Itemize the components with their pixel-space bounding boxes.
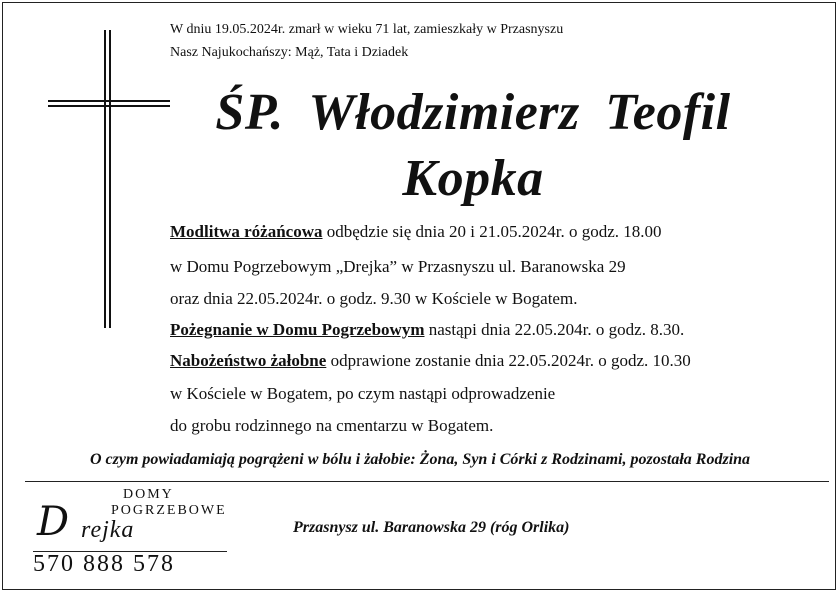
farewell-text: nastąpi dnia 22.05.204r. o godz. 8.30. <box>424 320 685 339</box>
logo-rejka: rejka <box>81 517 135 543</box>
cross-icon-bar <box>48 100 170 102</box>
service-text: odprawione zostanie dnia 22.05.2024r. o godz. 10.30 <box>326 351 691 370</box>
rosary-line-2: w Domu Pogrzebowym „Drejka” w Przasnyszu ul. Baranowska 29 <box>170 257 626 276</box>
logo-pogrzebowe: POGRZEBOWE <box>111 503 227 518</box>
service-line-2: w Kościele w Bogatem, po czym nastąpi odprowadzenie <box>170 384 556 403</box>
closing-statement: O czym powiadamiają pogrążeni w bólu i żałobie: Żona, Syn i Córki z Rodzinami, pozostała Rodzina <box>89 451 751 468</box>
cross-icon <box>104 30 106 328</box>
rosary-text: odbędzie się dnia 20 i 21.05.2024r. o godz. 18.00 <box>322 222 662 241</box>
rosary-line-3: oraz dnia 22.05.2024r. o godz. 9.30 w Kościele w Bogatem. <box>170 289 578 308</box>
cross-icon-bar <box>48 105 170 107</box>
service-line <box>170 351 691 371</box>
divider <box>25 481 829 482</box>
service-line-3: do grobu rodzinnego na cmentarzu w Bogatem. <box>170 416 494 435</box>
rosary-label: Modlitwa różańcowa <box>170 222 323 241</box>
rosary-line <box>170 222 662 242</box>
farewell-line <box>170 320 684 340</box>
funeral-home-logo <box>31 487 231 583</box>
service-label: Nabożeństwo żałobne <box>170 351 327 370</box>
cross-icon-stroke <box>109 30 111 328</box>
intro-line: Nasz Najukochańszy: Mąż, Tata i Dziadek <box>170 45 409 60</box>
farewell-label: Pożegnanie w Domu Pogrzebowym <box>170 320 425 339</box>
deceased-surname: Kopka <box>402 150 544 207</box>
logo-d-initial: D <box>37 499 70 545</box>
deceased-name: ŚP. Włodzimierz Teofil <box>215 84 731 141</box>
obituary-notice <box>2 2 836 590</box>
logo-domy: DOMY <box>123 487 174 502</box>
address: Przasnysz ul. Baranowska 29 (róg Orlika) <box>293 519 570 536</box>
phone-number: 570 888 578 <box>33 551 175 577</box>
intro-line: W dniu 19.05.2024r. zmarł w wieku 71 lat, zamieszkały w Przasnyszu <box>170 22 564 37</box>
